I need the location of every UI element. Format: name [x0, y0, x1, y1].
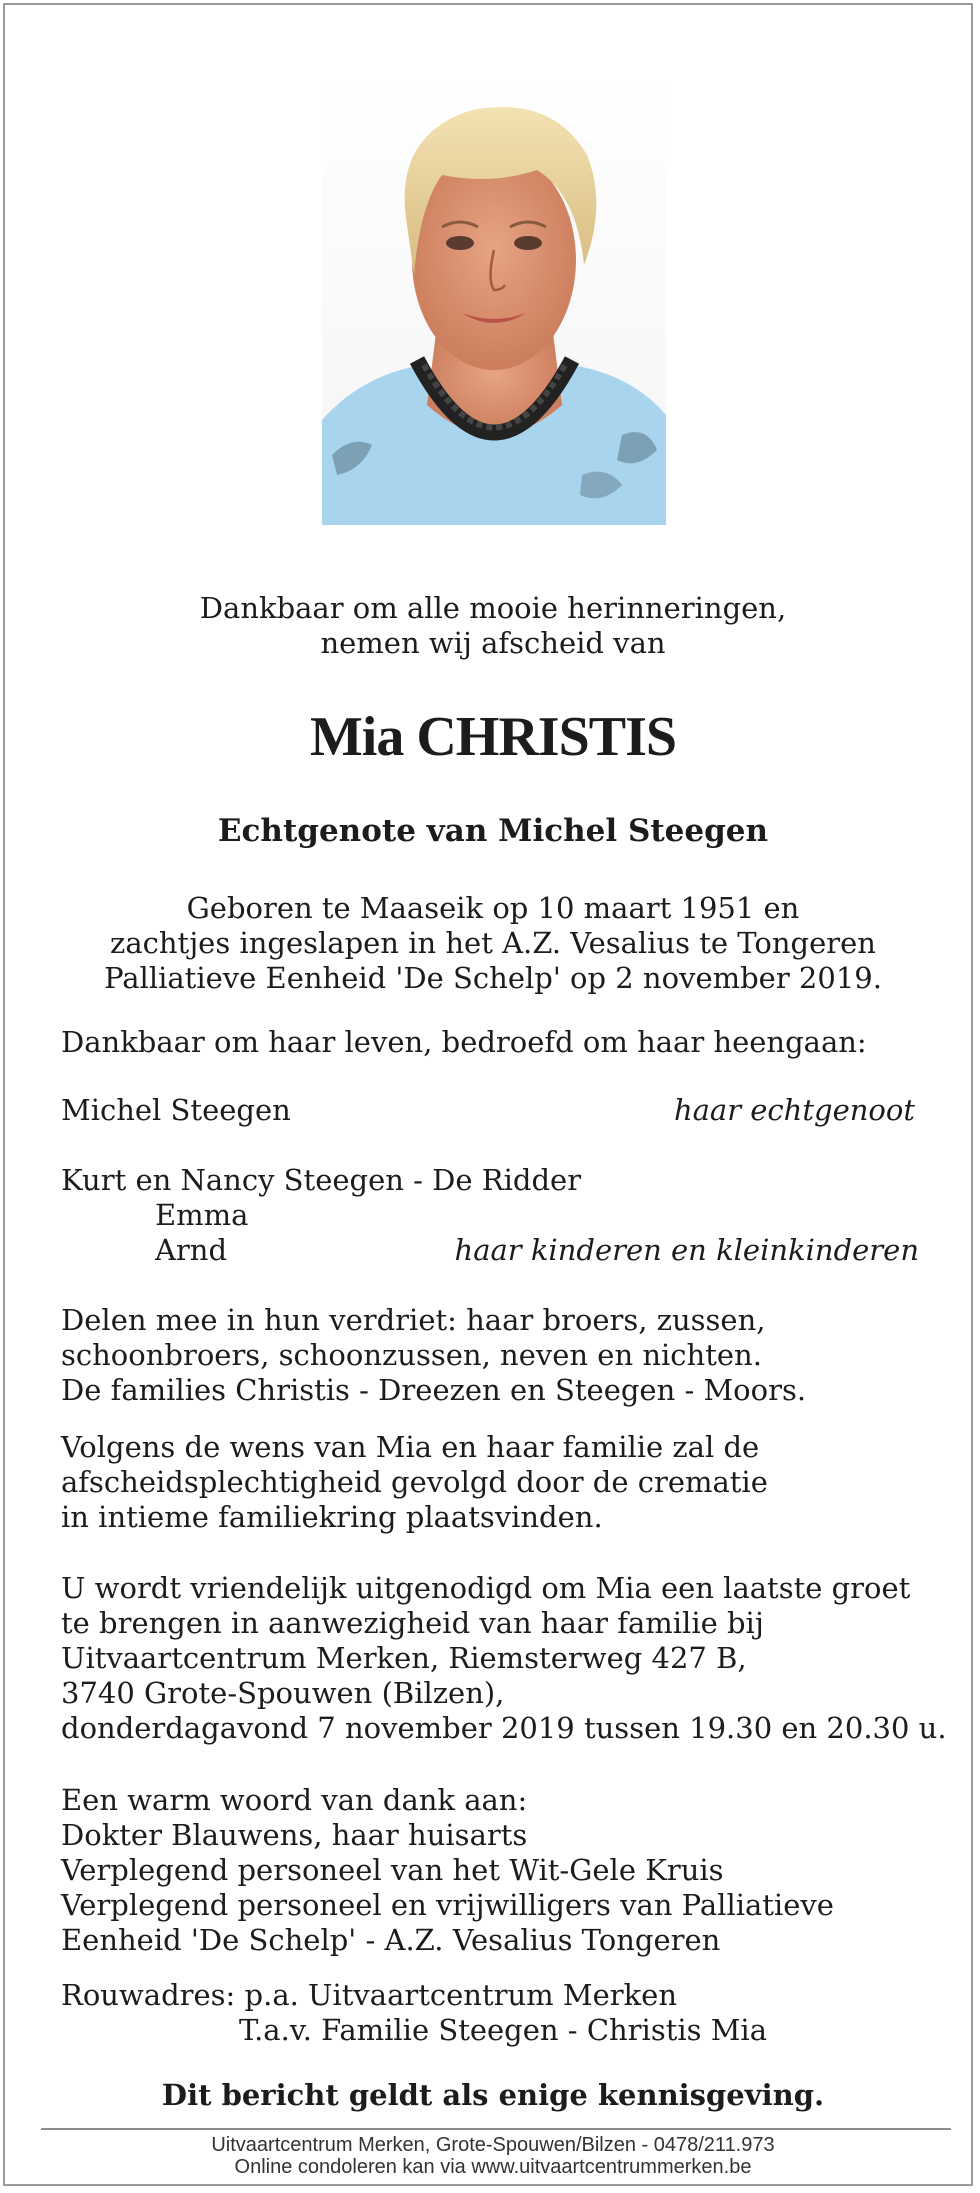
relatives-text [61, 1303, 806, 1408]
wish-line: afscheidsplechtigheid gevolgd door de crematie [61, 1465, 768, 1499]
spouse-name: Michel Steegen [61, 1093, 291, 1127]
invitation-line: donderdagavond 7 november 2019 tussen 19.30 en 20.30 u. [61, 1711, 947, 1745]
wish-text [61, 1430, 768, 1535]
birth-line: Geboren te Maaseik op 10 maart 1951 en [186, 891, 800, 925]
spouse-subtitle: Echtgenote van Michel Steegen [217, 813, 769, 849]
birth-death-text [5, 891, 980, 996]
footer-line: Online condoleren kan via www.uitvaartcentrummerken.be [234, 2156, 752, 2178]
notice-line: Dit bericht geldt als enige kennisgeving. [161, 2078, 825, 2112]
spouse-role: haar echtgenoot [673, 1093, 915, 1127]
relatives-line: Delen mee in hun verdriet: haar broers, zussen, [61, 1303, 766, 1337]
footer-line: Uitvaartcentrum Merken, Grote-Spouwen/Bilzen - 0478/211.973 [211, 2134, 775, 2156]
birth-line: Palliatieve Eenheid 'De Schelp' op 2 november 2019. [104, 961, 882, 995]
grandchild-name: Arnd [155, 1233, 228, 1267]
relatives-line: De families Christis - Dreezen en Steegen - Moors. [61, 1373, 807, 1407]
grateful-line: Dankbaar om haar leven, bedroefd om haar heengaan: [61, 1025, 867, 1059]
intro-line: Dankbaar om alle mooie herinneringen, [199, 591, 787, 625]
thanks-line: Dokter Blauwens, haar huisarts [61, 1818, 528, 1852]
relatives-line: schoonbroers, schoonzussen, neven en nichten. [61, 1338, 762, 1372]
thanks-line: Verplegend personeel en vrijwilligers van Palliatieve [61, 1888, 834, 1922]
thanks-line: Eenheid 'De Schelp' - A.Z. Vesalius Tongeren [61, 1923, 721, 1957]
wish-line: in intieme familiekring plaatsvinden. [61, 1500, 603, 1534]
portrait-photo [322, 75, 666, 525]
footer [5, 2134, 980, 2178]
thanks-line: Een warm woord van dank aan: [61, 1783, 528, 1817]
thanks-line: Verplegend personeel van het Wit-Gele Kruis [61, 1853, 724, 1887]
mourning-address-line: Rouwadres: p.a. Uitvaartcentrum Merken [61, 1978, 678, 2012]
deceased-name: Mia CHRISTIS [309, 706, 677, 768]
children-role: haar kinderen en kleinkinderen [454, 1233, 919, 1267]
birth-line: zachtjes ingeslapen in het A.Z. Vesalius te Tongeren [110, 926, 876, 960]
invitation-line: 3740 Grote-Spouwen (Bilzen), [61, 1676, 505, 1710]
invitation-line: te brengen in aanwezigheid van haar familie bij [61, 1606, 764, 1640]
children-line: Kurt en Nancy Steegen - De Ridder [61, 1163, 582, 1197]
invitation-line: Uitvaartcentrum Merken, Riemsterweg 427 B, [61, 1641, 747, 1675]
invitation-line: U wordt vriendelijk uitgenodigd om Mia een laatste groet [61, 1571, 911, 1605]
obituary-card [3, 3, 973, 2186]
mourning-address-line: T.a.v. Familie Steegen - Christis Mia [239, 2013, 767, 2047]
footer-divider [41, 2128, 951, 2130]
thanks-text [61, 1783, 834, 1958]
wish-line: Volgens de wens van Mia en haar familie zal de [61, 1430, 760, 1464]
invitation-text [61, 1571, 947, 1746]
intro-text [5, 591, 980, 661]
intro-line: nemen wij afscheid van [320, 626, 666, 660]
grandchild-name: Emma [155, 1198, 249, 1232]
